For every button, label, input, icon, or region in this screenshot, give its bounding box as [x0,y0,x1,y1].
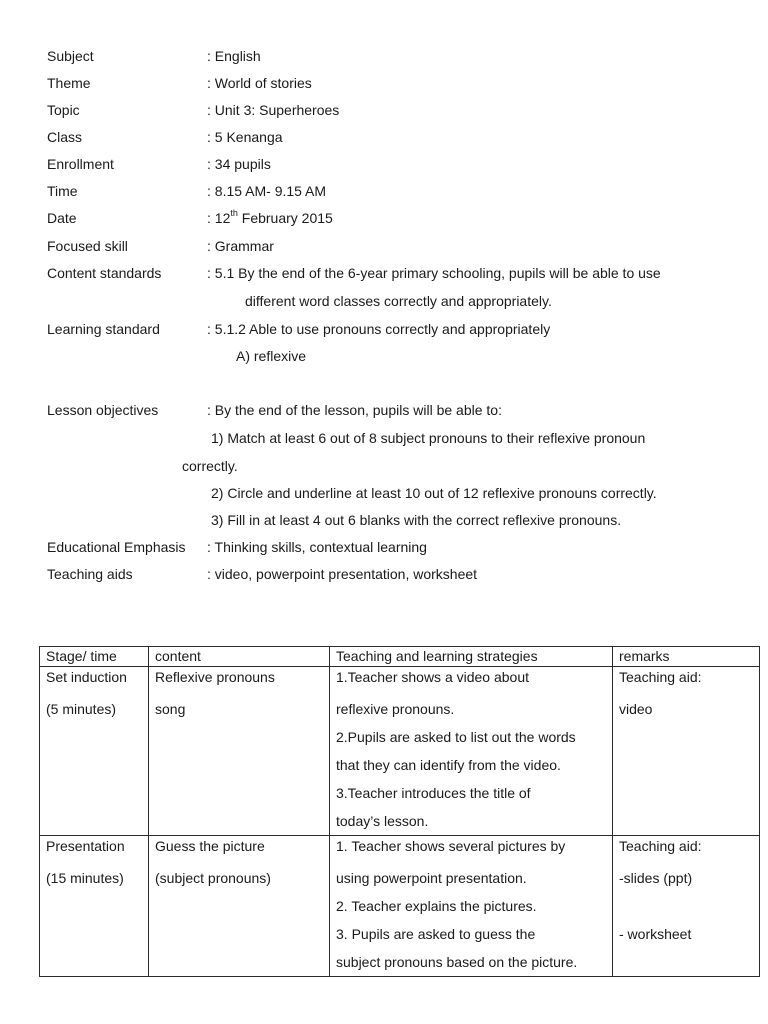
info-value: : English [207,48,261,64]
cell-line: (15 minutes) [46,870,124,886]
info-value: : 5 Kenanga [207,129,283,145]
info-label: Class [47,129,83,145]
cell-line: 3.Teacher introduces the title of [336,785,531,801]
cell-line: (subject pronouns) [155,870,271,886]
date-month-year: February 2015 [237,210,333,226]
column-header-stage: Stage/ time [40,647,149,667]
column-header-strategies: Teaching and learning strategies [330,647,613,667]
cell-line: Teaching aid: [619,838,702,854]
learning-standard-continuation: A) reflexive [236,348,307,364]
stage-cell [40,667,149,836]
cell-line: song [155,701,186,717]
cell-line: Presentation [46,838,125,854]
info-label: Content standards [47,265,162,281]
cell-line: Teaching aid: [619,669,702,685]
info-value: : Thinking skills, contextual learning [207,539,427,555]
column-header-remarks: remarks [613,647,760,667]
info-value: : 5.1 By the end of the 6-year primary schooling, pupils will be able to use [207,265,661,281]
info-value: : 34 pupils [207,156,271,172]
cell-line: 2. Teacher explains the pictures. [336,898,537,914]
cell-line: that they can identify from the video. [336,757,561,773]
table-header-row [40,647,760,667]
cell-line: today’s lesson. [336,813,429,829]
cell-line: Reflexive pronouns [155,669,275,685]
remarks-cell [613,667,760,836]
cell-line: 1. Teacher shows several pictures by [336,838,566,854]
content-standards-continuation: different word classes correctly and appropriately. [245,293,552,309]
cell-line: 1.Teacher shows a video about [336,669,530,685]
column-header-content: content [149,647,330,667]
info-value: : 8.15 AM- 9.15 AM [207,183,327,199]
info-label: Theme [47,75,91,91]
cell-line [619,892,753,920]
info-label: Subject [47,48,94,64]
cell-line: subject pronouns based on the picture. [336,954,578,970]
info-label: Date [47,210,77,226]
cell-line: 3. Pupils are asked to guess the [336,926,536,942]
cell-line: Guess the picture [155,838,265,854]
info-value: : video, powerpoint presentation, worksheet [207,566,478,582]
strategies-cell [330,836,613,977]
objective-item: 3) Fill in at least 4 out 6 blanks with the correct reflexive pronouns. [211,512,622,528]
info-label: Topic [47,102,80,118]
objective-item: 2) Circle and underline at least 10 out of 12 reflexive pronouns correctly. [211,485,657,501]
remarks-cell [613,836,760,977]
info-label: Learning standard [47,321,160,337]
info-label: Educational Emphasis [47,539,186,555]
info-value: : By the end of the lesson, pupils will be able to: [207,402,502,418]
cell-line: 2.Pupils are asked to list out the words [336,729,576,745]
stage-cell [40,836,149,977]
cell-line: -slides (ppt) [619,870,693,886]
table-row [40,836,760,977]
cell-line: Set induction [46,669,127,685]
lesson-plan-table [39,646,760,977]
content-cell [149,667,330,836]
table-row [40,667,760,836]
strategies-cell [330,667,613,836]
info-label: Teaching aids [47,566,133,582]
date-day: : 12 [207,210,231,226]
date-ordinal-suffix: th [230,208,238,219]
cell-line: using powerpoint presentation. [336,870,527,886]
content-cell [149,836,330,977]
info-value: : World of stories [207,75,312,91]
info-label: Time [47,183,78,199]
objective-item-continuation: correctly. [182,458,238,474]
cell-line: - worksheet [619,926,692,942]
info-label: Focused skill [47,238,128,254]
info-label: Enrollment [47,156,114,172]
cell-line: video [619,701,653,717]
info-value: : Grammar [207,238,274,254]
objective-item: 1) Match at least 6 out of 8 subject pronouns to their reflexive pronoun [211,430,646,446]
cell-line: reflexive pronouns. [336,701,455,717]
info-value [207,208,333,228]
info-value: : Unit 3: Superheroes [207,102,340,118]
info-label: Lesson objectives [47,402,159,418]
cell-line: (5 minutes) [46,701,117,717]
info-value: : 5.1.2 Able to use pronouns correctly and appropriately [207,321,551,337]
